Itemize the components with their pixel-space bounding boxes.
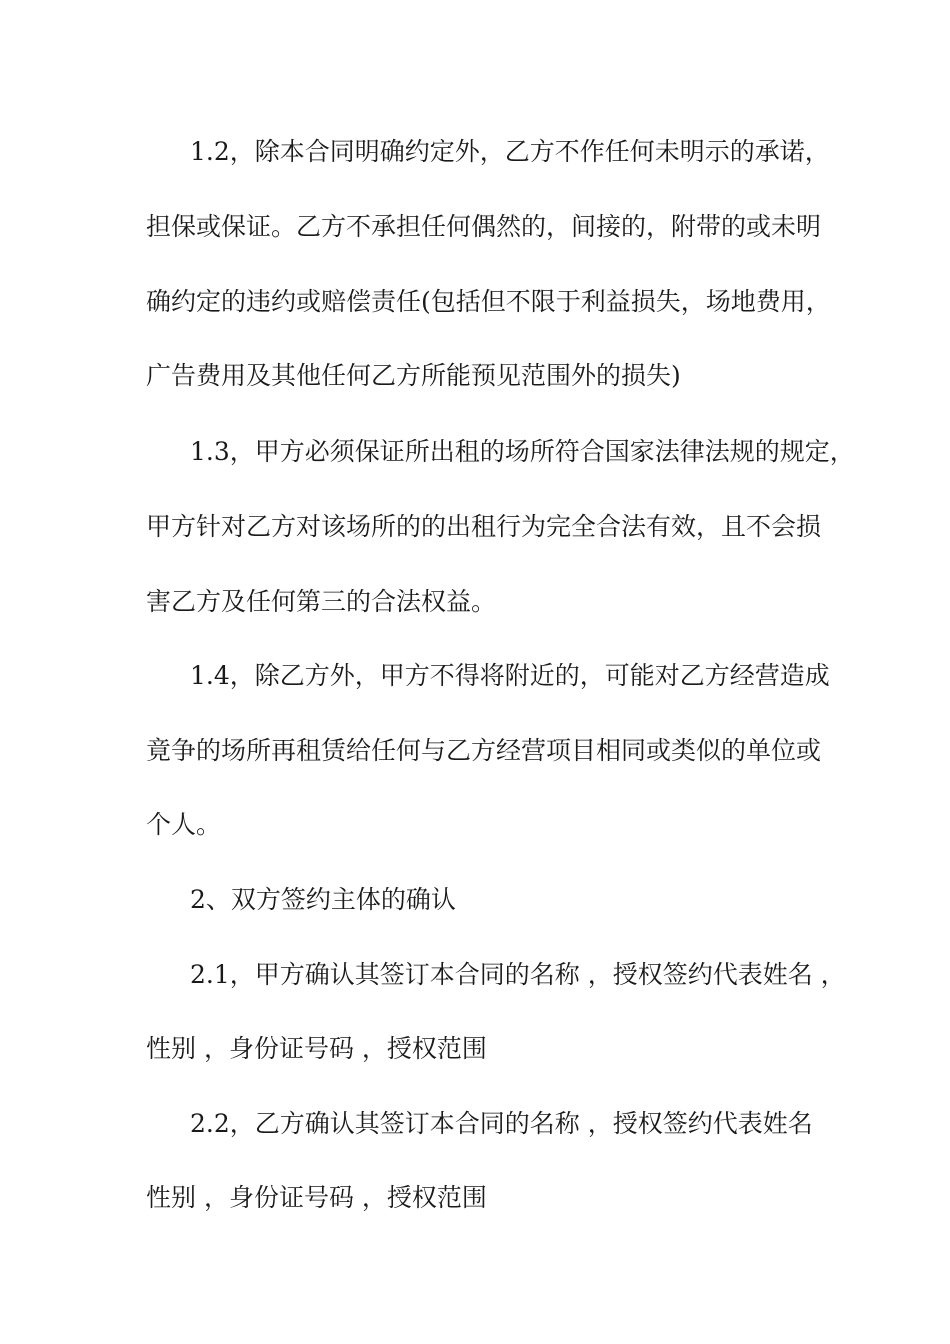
clause-2-2-line-1: 2.2，乙方确认其签订本合同的名称 ，授权签约代表姓名 xyxy=(190,1109,813,1138)
clause-1-2-line-2: 担保或保证。乙方不承担任何偶然的，间接的，附带的或未明 xyxy=(146,212,822,241)
clause-1-4-line-3: 个人。 xyxy=(146,810,222,839)
clause-2-1-line-1: 2.1，甲方确认其签订本合同的名称 ，授权签约代表姓名 ， xyxy=(190,960,846,989)
clause-1-3-line-1: 1.3，甲方必须保证所出租的场所符合国家法律法规的规定， xyxy=(190,437,855,466)
clause-1-4-line-1: 1.4，除乙方外，甲方不得将附近的，可能对乙方经营造成 xyxy=(190,661,830,690)
section-2-heading: 2、双方签约主体的确认 xyxy=(190,885,456,914)
clause-1-3-line-2: 甲方针对乙方对该场所的的出租行为完全合法有效，且不会损 xyxy=(146,512,822,541)
clause-1-2-line-1: 1.2，除本合同明确约定外，乙方不作任何未明示的承诺， xyxy=(190,137,830,166)
clause-1-3-line-3: 害乙方及任何第三的合法权益。 xyxy=(146,587,497,616)
clause-2-2-line-2: 性别 ，身份证号码 ，授权范围 xyxy=(146,1183,487,1212)
clause-2-1-line-2: 性别 ，身份证号码 ，授权范围 xyxy=(146,1034,487,1063)
clause-1-4-line-2: 竟争的场所再租赁给任何与乙方经营项目相同或类似的单位或 xyxy=(146,736,822,765)
clause-1-2-line-4: 广告费用及其他任何乙方所能预见范围外的损失) xyxy=(146,361,681,390)
clause-1-2-line-3: 确约定的违约或赔偿责任(包括但不限于利益损失，场地费用， xyxy=(146,287,831,316)
